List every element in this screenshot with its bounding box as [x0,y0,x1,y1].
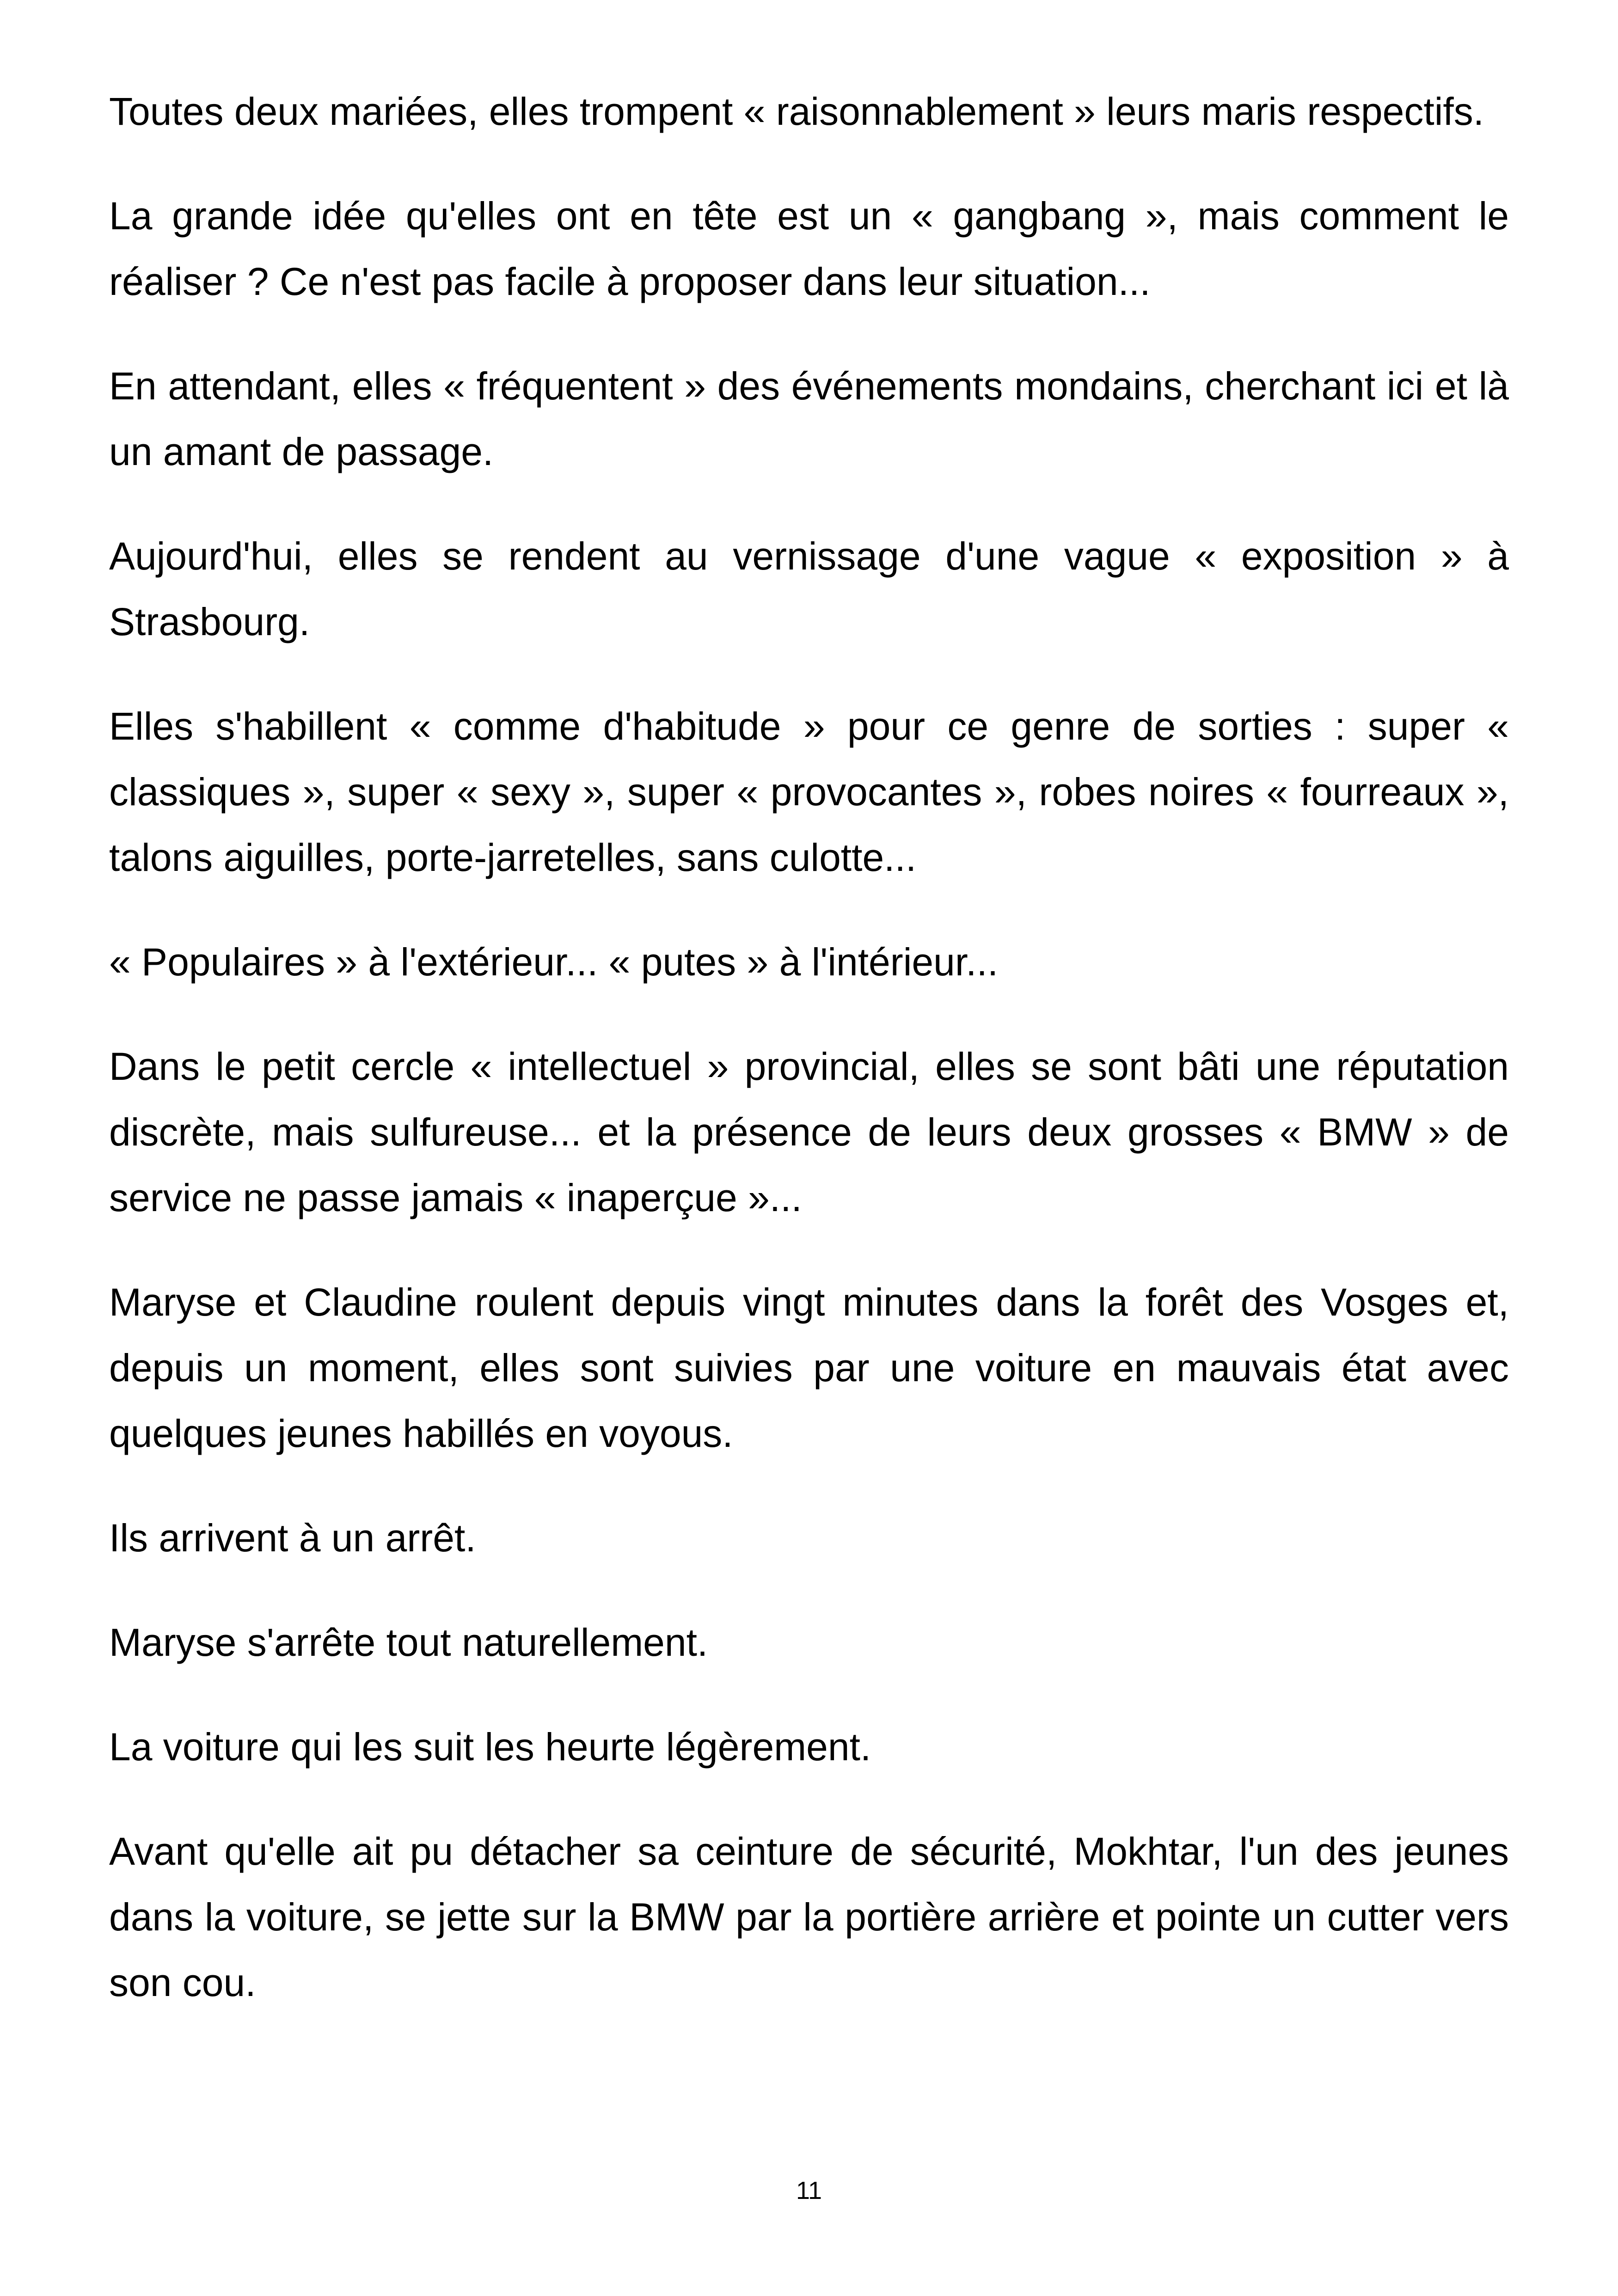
paragraph: Maryse et Claudine roulent depuis vingt minutes dans la forêt des Vosges et, depuis un moment, elles sont suivies par une voiture en mauvais état avec quelques jeunes habillés en voyous. [109,1280,1509,1455]
paragraph: Ils arrivent à un arrêt. [109,1516,476,1560]
page-number: 11 [796,2177,822,2204]
paragraph: « Populaires » à l'extérieur... « putes » à l'intérieur... [109,940,999,984]
paragraph: Aujourd'hui, elles se rendent au vernissage d'une vague « exposition » à Strasbourg. [109,534,1509,643]
paragraph: Maryse s'arrête tout naturellement. [109,1621,708,1664]
body-text [109,79,1509,2054]
paragraph: Elles s'habillent « comme d'habitude » pour ce genre de sorties : super « classiques », super « sexy », super « provocantes », robes noires « fourreaux », talons aiguilles, porte-jarretelles, sans culotte... [109,704,1509,879]
paragraph: En attendant, elles « fréquentent » des événements mondains, cherchant ici et là un amant de passage. [109,364,1509,473]
paragraph: Toutes deux mariées, elles trompent « raisonnablement » leurs maris respectifs. [109,90,1484,133]
paragraph: Dans le petit cercle « intellectuel » provincial, elles se sont bâti une réputation discrète, mais sulfureuse... et la présence de leurs deux grosses « BMW » de service ne passe jamais « inaperçue »... [109,1045,1509,1219]
paragraph: La grande idée qu'elles ont en tête est un « gangbang », mais comment le réaliser ? Ce n'est pas facile à proposer dans leur situation... [109,194,1509,303]
paragraph: Avant qu'elle ait pu détacher sa ceinture de sécurité, Mokhtar, l'un des jeunes dans la voiture, se jette sur la BMW par la portière arrière et pointe un cutter vers son cou. [109,1830,1509,2004]
paragraph: La voiture qui les suit les heurte légèrement. [109,1725,871,1769]
